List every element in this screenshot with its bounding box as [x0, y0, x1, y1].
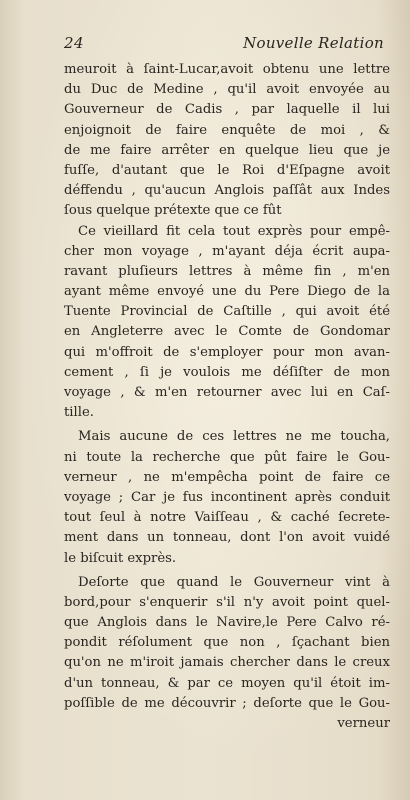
text-line: ſous quelque prétexte que ce fût [64, 203, 282, 219]
text-line: tout ſeul à notre Vaiſſeau , & caché ſecrete- [64, 510, 390, 526]
text-line: enjoignoit de faire enquête de moi , & [64, 122, 390, 138]
text-line: le biſcuit exprès. [64, 550, 177, 566]
text-line: Gouverneur de Cadis , par laquelle il lui [64, 102, 390, 118]
text-line: cher mon voyage , m'ayant déja écrit aupa- [64, 243, 390, 259]
text-line: déffendu , qu'aucun Anglois paſſât aux Indes [64, 183, 390, 199]
text-line: Deſorte que quand le Gouverneur vint à [78, 574, 390, 590]
body-text [64, 60, 390, 734]
text-line: d'un tonneau, & par ce moyen qu'il étoit im- [64, 675, 390, 691]
text-line: verneur , ne m'empêcha point de faire ce [64, 469, 390, 485]
page-header [64, 30, 384, 58]
text-line: du Duc de Medine , qu'il avoit envoyée au [64, 82, 390, 98]
text-line: Ce vieillard fit cela tout exprès pour empê- [78, 223, 390, 239]
text-line: tille. [64, 405, 94, 421]
text-line: pondit réſolument que non , ſçachant bien [64, 635, 390, 651]
catchword: verneur [337, 716, 390, 731]
text-line: que Anglois dans le Navire,le Pere Calvo ré- [64, 615, 390, 631]
text-line: bord,pour s'enquerir s'il n'y avoit point quel- [64, 594, 390, 610]
text-line: voyage ; Car je fus incontinent après conduit [64, 489, 390, 505]
text-line: ravant pluſieurs lettres à même fin , m'en [64, 263, 390, 279]
text-line: ni toute la recherche que pût faire le Gou- [64, 449, 390, 465]
text-line: poſſible de me découvrir ; deſorte que le Gou- [64, 695, 390, 711]
text-line: ment dans un tonneau, dont l'on avoit vuidé [64, 530, 390, 546]
text-line: qu'on ne m'iroit jamais chercher dans le creux [64, 655, 390, 671]
paragraph-1 [64, 60, 390, 222]
paragraph-2 [64, 222, 390, 424]
text-line: cement , ſi je voulois me déſiſter de mon [64, 364, 390, 380]
running-head: Nouvelle Relation [243, 34, 384, 52]
text-line: voyage , & m'en retourner avec lui en Caſ- [64, 385, 390, 400]
paragraph-3 [64, 427, 390, 568]
text-line: Tuente Provincial de Caſtille , qui avoit été [64, 304, 390, 320]
text-line: meuroit à ſaint-Lucar,avoit obtenu une lettre [64, 62, 390, 77]
text-line: fuſſe, d'autant que le Roi d'Eſpagne avoit [64, 162, 390, 178]
text-line: ayant même envoyé une du Pere Diego de la [64, 284, 390, 300]
text-line: qui m'offroit de s'employer pour mon avan- [64, 344, 390, 360]
text-line: de me faire arrêter en quelque lieu que je [64, 142, 390, 158]
paragraph-4 [64, 573, 390, 714]
page-number: 24 [64, 34, 85, 52]
text-line: en Angleterre avec le Comte de Gondomar [64, 324, 390, 340]
text-line: Mais aucune de ces lettres ne me toucha, [78, 429, 390, 445]
